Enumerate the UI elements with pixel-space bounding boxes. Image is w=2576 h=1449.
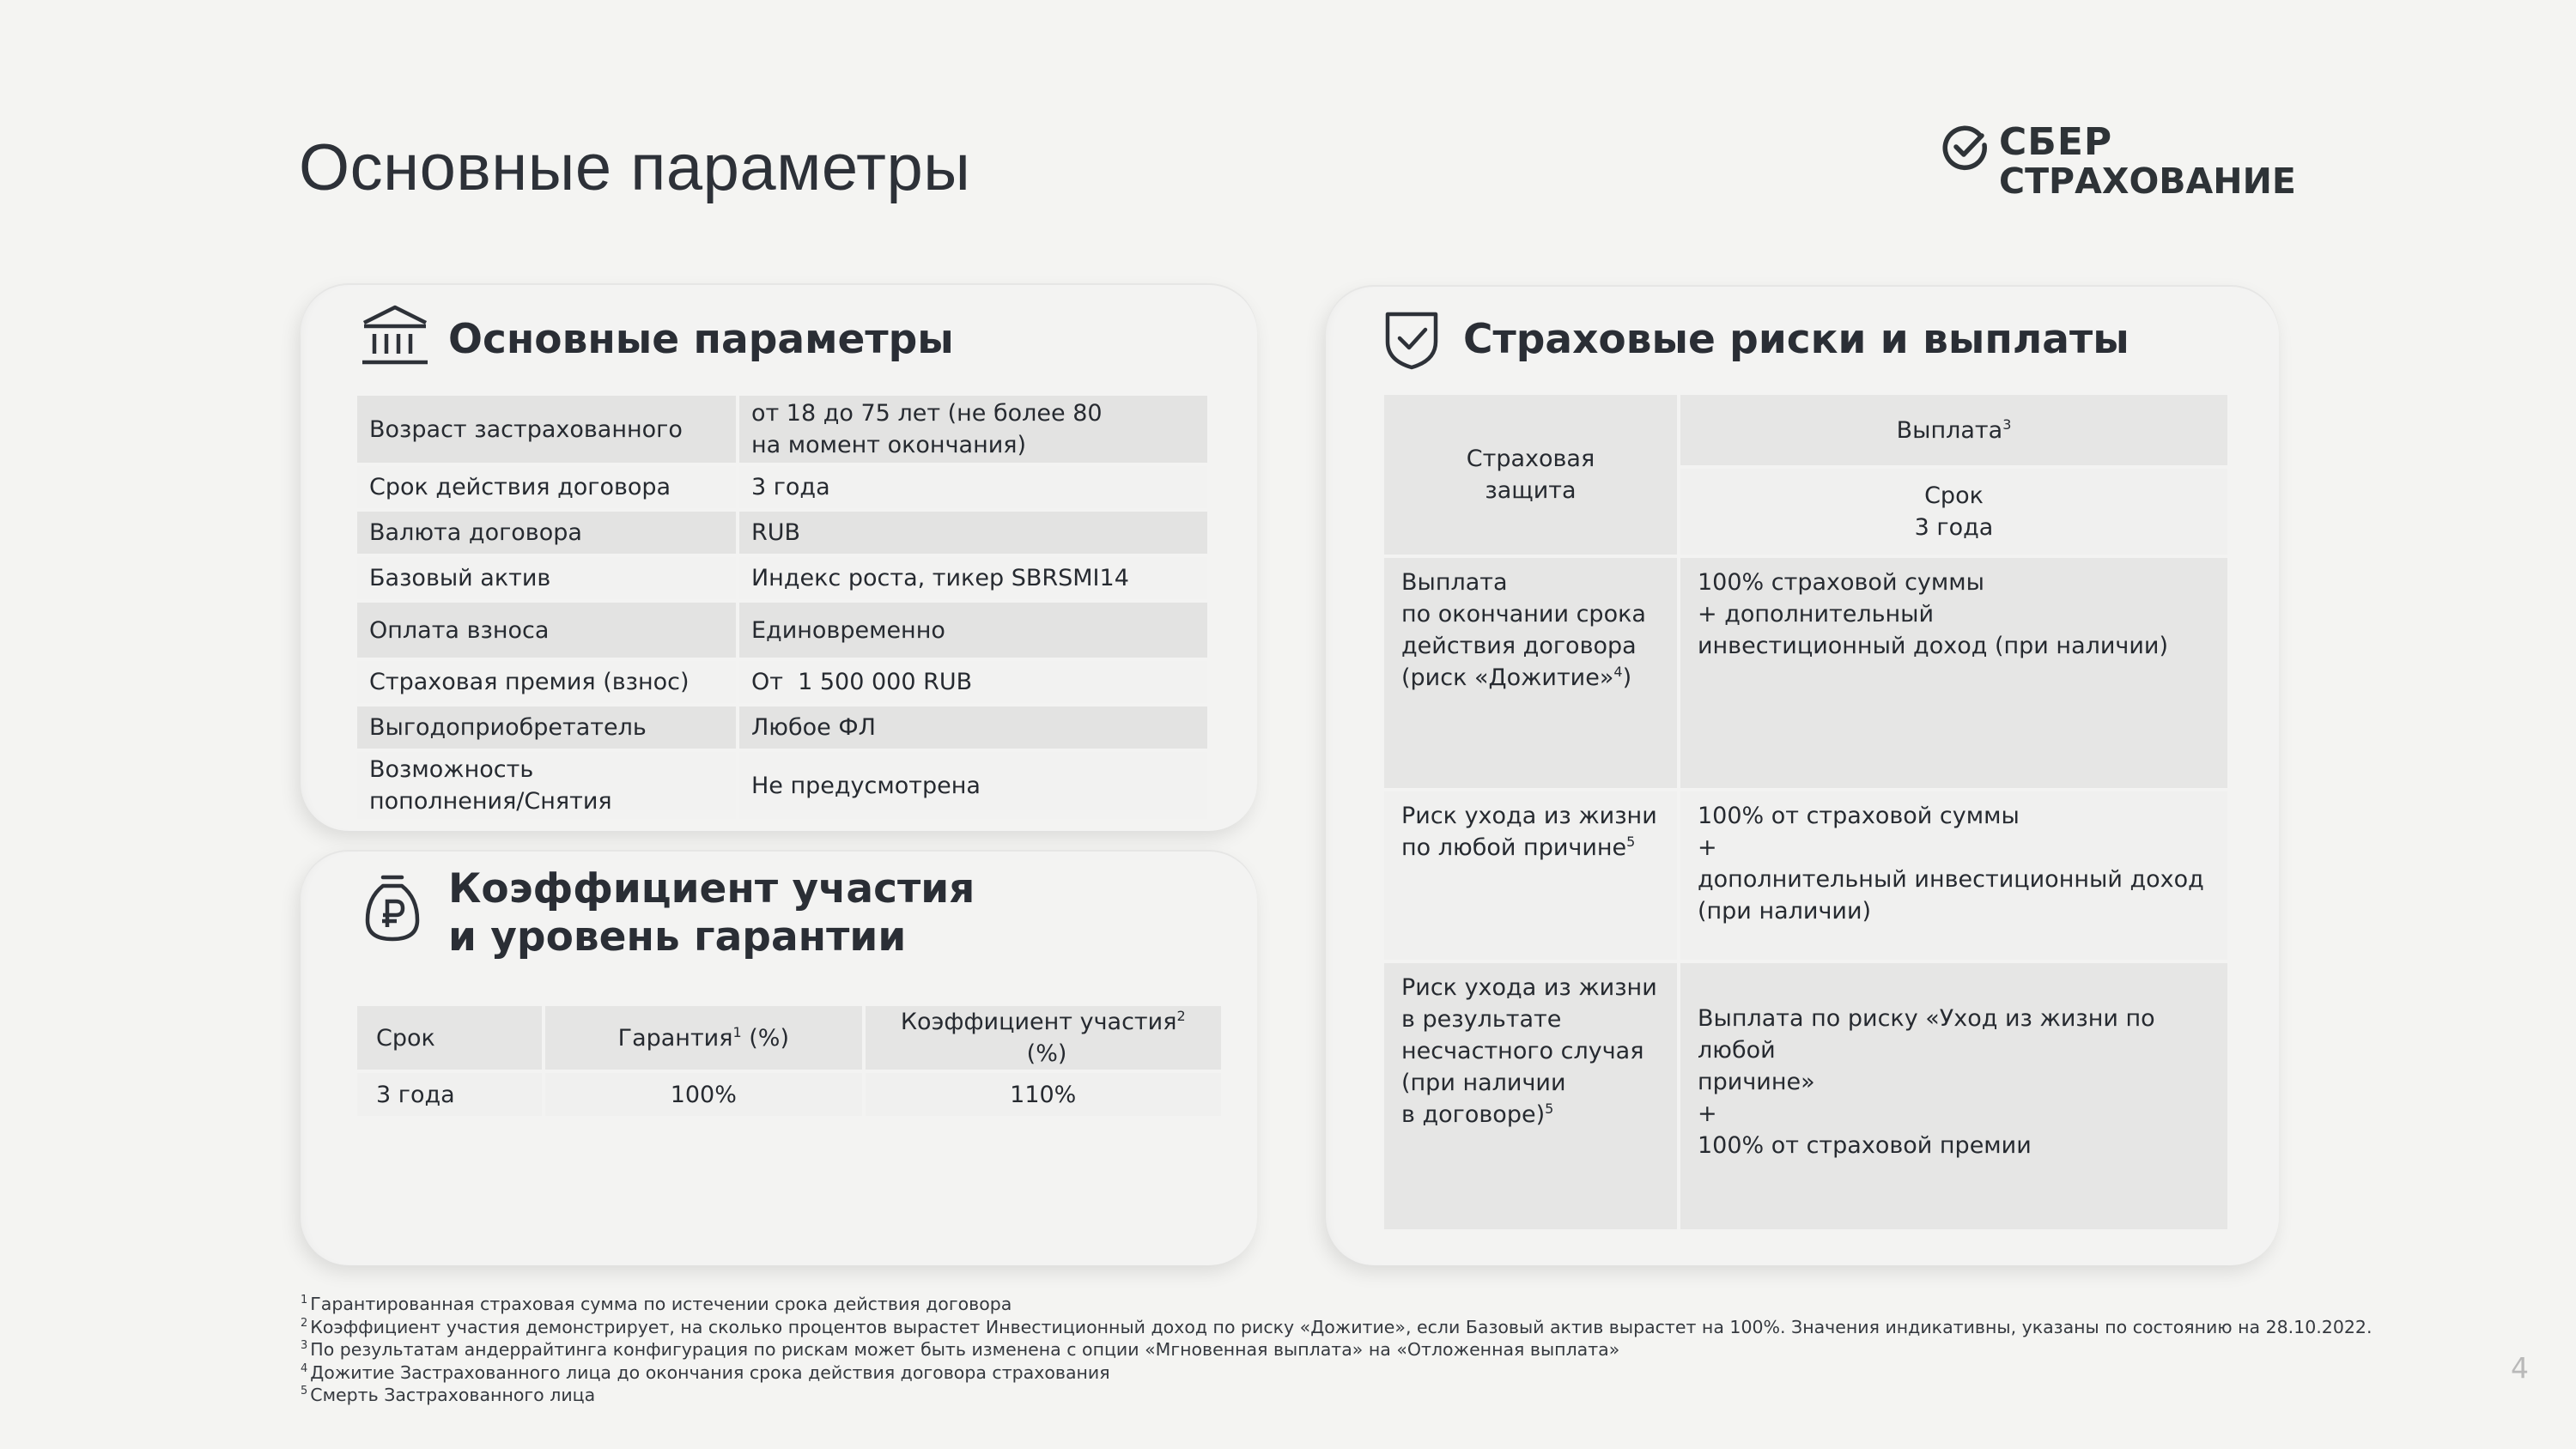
- param-value: Индекс роста, тикер SBRSMI14: [739, 557, 1207, 599]
- param-label: Срок действия договора: [357, 466, 736, 508]
- table-row: [357, 1073, 1221, 1116]
- header-guarantee: Гарантия$^1$ (%): [545, 1006, 861, 1070]
- ruble-bag-icon: [362, 872, 422, 944]
- param-label: Страховая премия (взнос): [357, 661, 736, 703]
- logo-line-1: СБЕР: [1999, 120, 2113, 164]
- risks-table: [1381, 391, 2231, 1233]
- header-protection: Страховая защита: [1384, 395, 1677, 555]
- table-row: [357, 603, 1207, 658]
- risk-name: Риск ухода из жизни по любой причине$^5$: [1384, 791, 1677, 960]
- params-card-title: Основные параметры: [448, 316, 954, 363]
- sber-logo: [1942, 120, 2296, 208]
- table-row: [357, 661, 1207, 703]
- check-circle-icon: [1942, 124, 1989, 171]
- shield-check-icon: [1382, 309, 1441, 371]
- page-title: Основные параметры: [299, 131, 971, 204]
- table-row: [357, 466, 1207, 508]
- table-row: [357, 512, 1207, 554]
- param-label: Базовый актив: [357, 557, 736, 599]
- header-term: Срок 3 года: [1680, 469, 2227, 555]
- param-label: Выгодоприобретатель: [357, 706, 736, 749]
- cell-guarantee: 100%: [545, 1073, 861, 1116]
- page-number: 4: [2511, 1351, 2529, 1385]
- table-row: [357, 706, 1207, 749]
- param-label: Валюта договора: [357, 512, 736, 554]
- risk-name: Риск ухода из жизни в результате несчастного случая (при наличии в договоре)$^5$: [1384, 963, 1677, 1229]
- table-row: [1384, 963, 2227, 1229]
- footnote: $^1$ Гарантированная страховая сумма по истечении срока действия договора: [301, 1294, 1012, 1314]
- risk-payout: Выплата по риску «Уход из жизни по любой причине» + 100% от страховой премии: [1680, 963, 2227, 1229]
- risk-payout: 100% от страховой суммы + дополнительный инвестиционный доход (при наличии): [1680, 791, 2227, 960]
- coef-card-title: Коэффициент участия и уровень гарантии: [448, 865, 975, 961]
- param-label: Возможность пополнения/Снятия: [357, 752, 736, 819]
- footnote: $^5$ Смерть Застрахованного лица: [301, 1385, 596, 1405]
- coef-table: [354, 1003, 1224, 1119]
- param-value: 3 года: [739, 466, 1207, 508]
- cell-term: 3 года: [357, 1073, 542, 1116]
- table-row: [1384, 791, 2227, 960]
- header-coef: Коэффициент участия$^2$ (%): [866, 1006, 1222, 1070]
- table-row: [357, 752, 1207, 819]
- table-row: [357, 557, 1207, 599]
- header-payout: Выплата$^3$: [1680, 395, 2227, 465]
- table-row: [1384, 395, 2227, 465]
- table-row: [1384, 558, 2227, 788]
- param-label: Возраст застрахованного: [357, 396, 736, 463]
- param-value: Единовременно: [739, 603, 1207, 658]
- header-term: Срок: [357, 1006, 542, 1070]
- param-value: Любое ФЛ: [739, 706, 1207, 749]
- footnotes: [301, 1293, 2372, 1407]
- cell-coef: 110%: [866, 1073, 1222, 1116]
- params-card: [301, 285, 1257, 831]
- param-label: Оплата взноса: [357, 603, 736, 658]
- coef-card: [301, 852, 1257, 1265]
- param-value: от 18 до 75 лет (не более 80 на момент окончания): [739, 396, 1207, 463]
- logo-line-2: СТРАХОВАНИЕ: [1999, 161, 2296, 202]
- param-value: Не предусмотрена: [739, 752, 1207, 819]
- risk-payout: 100% страховой суммы + дополнительный инвестиционный доход (при наличии): [1680, 558, 2227, 788]
- param-value: От 1 500 000 RUB: [739, 661, 1207, 703]
- risks-card: [1326, 287, 2279, 1265]
- risks-card-title: Страховые риски и выплаты: [1463, 316, 2129, 363]
- table-row: [357, 396, 1207, 463]
- footnote: $^4$ Дожитие Застрахованного лица до окончания срока действия договора страхования: [301, 1361, 1110, 1383]
- footnote: $^3$ По результатам андеррайтинга конфигурация по рискам может быть изменена с опции «Мгновенная выплата» на «Отложенная выплата»: [301, 1339, 1620, 1360]
- table-row: [357, 1006, 1221, 1070]
- bank-building-icon: [359, 304, 431, 369]
- risk-name: Выплата по окончании срока действия договора (риск «Дожитие»$^4$): [1384, 558, 1677, 788]
- param-value: RUB: [739, 512, 1207, 554]
- params-table: [354, 392, 1211, 822]
- footnote: $^2$ Коэффициент участия демонстрирует, на сколько процентов вырастет Инвестиционный доход по риску «Дожитие», если Базовый актив вырастет на 100%. Значения индикативны, указаны по состоянию на 28.10.2022.: [301, 1316, 2372, 1337]
